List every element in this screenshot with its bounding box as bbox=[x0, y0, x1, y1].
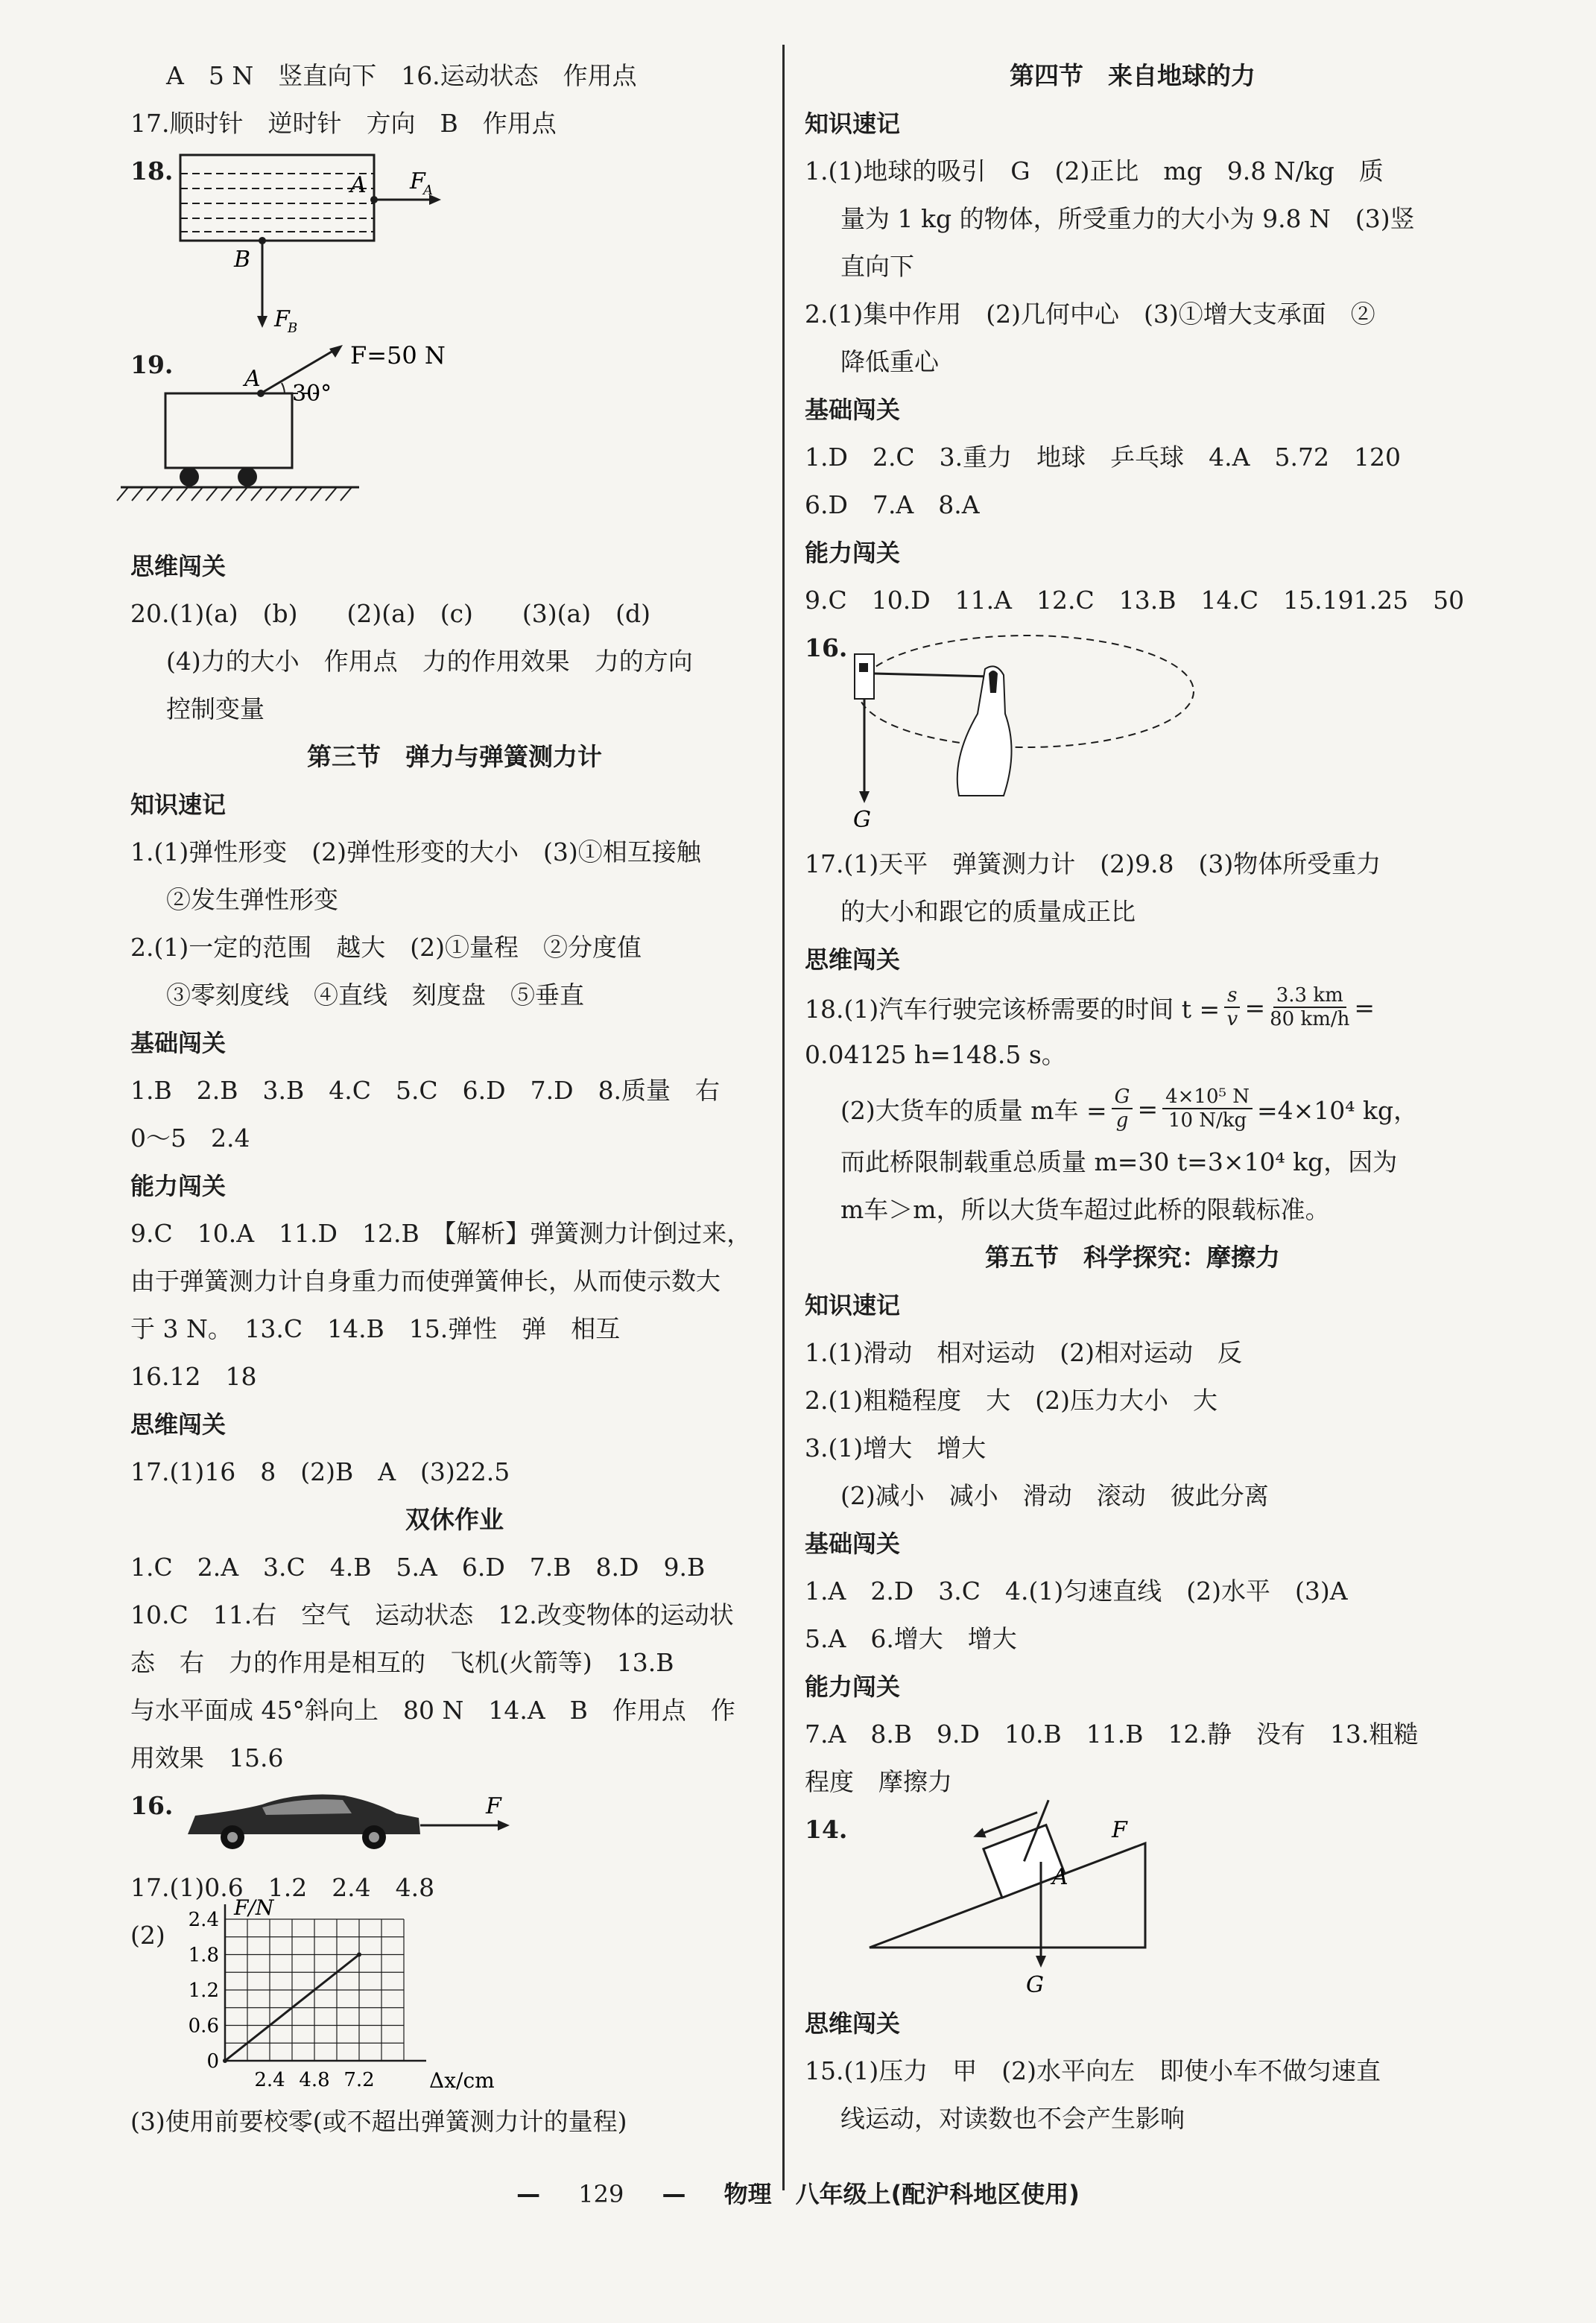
question-number: 16. bbox=[130, 1791, 174, 1820]
answer-line: 2.(1)一定的范围 越大 (2)①量程 ②分度值 bbox=[130, 933, 642, 962]
answer-line: (4)力的大小 作用点 力的作用效果 力的方向 bbox=[166, 647, 693, 676]
answer-line: 1.A 2.D 3.C 4.(1)匀速直线 (2)水平 (3)A bbox=[805, 1576, 1348, 1606]
footer-dash: — bbox=[516, 2180, 541, 2208]
section-heading: 基础闯关 bbox=[805, 396, 901, 424]
question-number: 18. bbox=[130, 156, 174, 186]
answer-line: 20.(1)(a) (b) (2)(a) (c) (3)(a) (d) bbox=[130, 599, 650, 628]
section-heading: 思维闯关 bbox=[805, 945, 901, 974]
label-b: B bbox=[234, 247, 251, 273]
q19-figure-row bbox=[130, 341, 779, 542]
section-heading: 知识速记 bbox=[130, 790, 227, 819]
answer-line: 态 右 力的作用是相互的 飞机(火箭等) 13.B bbox=[130, 1648, 674, 1677]
label-a: A bbox=[244, 366, 262, 392]
label-fb: F bbox=[274, 306, 291, 332]
label-a: A bbox=[350, 172, 367, 198]
fraction-denominator: v bbox=[1226, 1008, 1238, 1030]
answer-line: 1.B 2.B 3.B 4.C 5.C 6.D 7.D 8.质量 右 bbox=[130, 1076, 721, 1105]
y-tick-label: 0 bbox=[206, 2050, 219, 2073]
question-number: 16. bbox=[805, 633, 848, 662]
q16-figure-row bbox=[130, 1782, 779, 1864]
answer-line: 10.C 11.右 空气 运动状态 12.改变物体的运动状 bbox=[130, 1600, 734, 1629]
page-number: 129 bbox=[578, 2180, 624, 2208]
force-label: F bbox=[486, 1793, 502, 1819]
answer-line: (2)减小 减小 滑动 滚动 彼此分离 bbox=[840, 1481, 1269, 1510]
formula-text: = bbox=[1244, 992, 1266, 1022]
answer-line: 17.(1)天平 弹簧测力计 (2)9.8 (3)物体所受重力 bbox=[805, 849, 1381, 878]
fraction bbox=[1162, 1086, 1253, 1132]
page-footer bbox=[0, 2175, 1596, 2210]
fraction-numerator: s bbox=[1224, 984, 1240, 1008]
answer-line: 2.(1)粗糙程度 大 (2)压力大小 大 bbox=[805, 1386, 1217, 1415]
section-title: 第四节 来自地球的力 bbox=[1010, 61, 1255, 90]
answer-line: ②发生弹性形变 bbox=[166, 885, 338, 914]
angle-label: 30° bbox=[292, 381, 332, 407]
section-title: 第三节 弹力与弹簧测力计 bbox=[307, 742, 602, 771]
fraction-numerator: 4×10⁵ N bbox=[1162, 1086, 1253, 1109]
answer-line: 1.C 2.A 3.C 4.B 5.A 6.D 7.B 8.D 9.B bbox=[130, 1553, 706, 1582]
right-column bbox=[805, 52, 1465, 2143]
q17-chart-row bbox=[130, 1895, 779, 2098]
fraction-denominator: g bbox=[1115, 1109, 1129, 1132]
force-extension-chart bbox=[165, 1895, 553, 2098]
answer-line: A 5 N 竖直向下 16.运动状态 作用点 bbox=[166, 61, 637, 90]
answer-line: 程度 摩擦力 bbox=[805, 1767, 952, 1796]
answer-line: 线运动，对读数也不会产生影响 bbox=[840, 2104, 1185, 2133]
answer-line: 17.(1)16 8 (2)B A (3)22.5 bbox=[130, 1457, 510, 1486]
y-axis-label: F/N bbox=[233, 1895, 274, 1920]
x-tick-label: 2.4 bbox=[254, 2069, 285, 2091]
x-axis-label: Δx/cm bbox=[428, 2068, 495, 2093]
section-heading: 基础闯关 bbox=[805, 1530, 901, 1558]
answer-line: 直向下 bbox=[840, 252, 914, 281]
answer-line: 17.(1)0.6 1.2 2.4 4.8 bbox=[130, 1873, 435, 1902]
formula-text: = bbox=[1137, 1094, 1159, 1124]
fraction-numerator: 3.3 km bbox=[1273, 984, 1346, 1008]
q16-right-figure-row bbox=[805, 624, 1460, 840]
answer-line: 的大小和跟它的质量成正比 bbox=[840, 897, 1136, 926]
car-force-diagram bbox=[173, 1782, 560, 1864]
answer-line: (3)使用前要校零(或不超出弹簧测力计的量程) bbox=[130, 2107, 627, 2136]
column-divider bbox=[782, 45, 785, 2190]
y-tick-label: 0.6 bbox=[188, 2015, 219, 2038]
answer-line: 而此桥限制载重总质量 m=30 t=3×10⁴ kg，因为 bbox=[840, 1147, 1398, 1176]
subquestion-label: (2) bbox=[130, 1921, 165, 1950]
section-heading: 能力闯关 bbox=[130, 1172, 227, 1200]
y-tick-label: 2.4 bbox=[188, 1909, 219, 1931]
answer-line: 16.12 18 bbox=[130, 1362, 257, 1391]
answer-line: m车＞m，所以大货车超过此桥的限载标准。 bbox=[840, 1195, 1330, 1224]
question-number: 14. bbox=[805, 1815, 848, 1844]
force-label: F=50 N bbox=[350, 341, 446, 370]
x-tick-label: 4.8 bbox=[299, 2069, 330, 2091]
left-column bbox=[130, 52, 779, 2146]
fraction-numerator: G bbox=[1112, 1086, 1133, 1109]
answer-line: 0.04125 h=148.5 s。 bbox=[805, 1040, 1066, 1069]
formula-line bbox=[805, 1079, 1460, 1138]
circular-motion-diagram bbox=[847, 624, 1264, 840]
answer-line: 1.(1)弹性形变 (2)弹性形变的大小 (3)①相互接触 bbox=[130, 837, 701, 866]
answer-line: 7.A 8.B 9.D 10.B 11.B 12.静 没有 13.粗糙 bbox=[805, 1720, 1419, 1749]
answer-line: 9.C 10.D 11.A 12.C 13.B 14.C 15.191.25 50 bbox=[805, 586, 1465, 615]
label-f: F bbox=[1112, 1817, 1128, 1843]
q14-figure-row bbox=[805, 1806, 1460, 2000]
formula-text: (2)大货车的质量 m车 = bbox=[840, 1095, 1107, 1125]
formula-text: =4×10⁴ kg， bbox=[1256, 1095, 1419, 1125]
section-heading: 思维闯关 bbox=[130, 1410, 227, 1439]
formula-text: = bbox=[1354, 992, 1375, 1022]
answer-line: 5.A 6.增大 增大 bbox=[805, 1624, 1017, 1653]
q18-force-diagram bbox=[173, 148, 486, 341]
section-heading: 思维闯关 bbox=[130, 552, 227, 580]
fraction bbox=[1224, 984, 1240, 1030]
section-heading: 能力闯关 bbox=[805, 539, 901, 567]
question-number: 19. bbox=[130, 350, 174, 379]
answer-line: 1.(1)地球的吸引 G (2)正比 mg 9.8 N/kg 质 bbox=[805, 156, 1384, 186]
answer-line: 0～5 2.4 bbox=[130, 1124, 250, 1153]
label-fa-sub: A bbox=[423, 183, 434, 198]
data-point bbox=[357, 1953, 361, 1957]
answer-line: 3.(1)增大 增大 bbox=[805, 1433, 987, 1462]
x-tick-label: 7.2 bbox=[343, 2069, 375, 2091]
data-point bbox=[223, 2059, 227, 2063]
footer-title: 物理 八年级上(配沪科地区使用) bbox=[723, 2180, 1080, 2208]
answer-line: 9.C 10.A 11.D 12.B 【解析】弹簧测力计倒过来， bbox=[130, 1219, 752, 1248]
y-tick-label: 1.8 bbox=[188, 1944, 219, 1967]
answer-line: 2.(1)集中作用 (2)几何中心 (3)①增大支承面 ② bbox=[805, 300, 1375, 329]
footer-dash: — bbox=[662, 2180, 686, 2208]
fraction bbox=[1270, 984, 1349, 1030]
section-heading: 思维闯关 bbox=[805, 2009, 901, 2038]
answer-line: 用效果 15.6 bbox=[130, 1743, 284, 1772]
answer-line: 于 3 N。 13.C 14.B 15.弹性 弹 相互 bbox=[130, 1314, 621, 1343]
q18-figure-row bbox=[130, 148, 779, 341]
answer-line: 15.(1)压力 甲 (2)水平向左 即使小车不做匀速直 bbox=[805, 2056, 1381, 2085]
incline-force-diagram bbox=[847, 1806, 1220, 2000]
q19-force-diagram bbox=[173, 341, 590, 542]
fraction bbox=[1112, 1086, 1133, 1132]
answer-line: 控制变量 bbox=[166, 694, 265, 723]
answer-line: 6.D 7.A 8.A bbox=[805, 490, 980, 519]
label-fa: F bbox=[410, 168, 426, 194]
section-title: 双休作业 bbox=[405, 1505, 504, 1534]
section-heading: 基础闯关 bbox=[130, 1029, 227, 1057]
section-heading: 能力闯关 bbox=[805, 1673, 901, 1701]
label-g: G bbox=[1026, 1972, 1045, 1998]
section-heading: 知识速记 bbox=[805, 1291, 901, 1319]
label-a: A bbox=[1052, 1864, 1069, 1890]
label-fb-sub: B bbox=[288, 320, 298, 336]
answer-line: 由于弹簧测力计自身重力而使弹簧伸长，从而使示数大 bbox=[130, 1267, 721, 1296]
fraction-denominator: 10 N/kg bbox=[1168, 1109, 1247, 1132]
answer-line: 降低重心 bbox=[840, 347, 939, 376]
label-g: G bbox=[853, 807, 872, 833]
section-title: 第五节 科学探究：摩擦力 bbox=[985, 1243, 1280, 1272]
answer-line: 17.顺时针 逆时针 方向 B 作用点 bbox=[130, 109, 557, 138]
y-tick-label: 1.2 bbox=[188, 1980, 219, 2002]
fraction-denominator: 80 km/h bbox=[1270, 1008, 1350, 1030]
formula-line bbox=[805, 983, 1460, 1031]
answer-line: 量为 1 kg 的物体，所受重力的大小为 9.8 N (3)竖 bbox=[840, 204, 1415, 233]
answer-line: ③零刻度线 ④直线 刻度盘 ⑤垂直 bbox=[166, 980, 584, 1010]
answer-line: 与水平面成 45°斜向上 80 N 14.A B 作用点 作 bbox=[130, 1696, 735, 1725]
answer-line: 1.(1)滑动 相对运动 (2)相对运动 反 bbox=[805, 1338, 1242, 1367]
section-heading: 知识速记 bbox=[805, 110, 901, 138]
formula-text: 18.(1)汽车行驶完该桥需要的时间 t = bbox=[805, 994, 1220, 1024]
answer-line: 1.D 2.C 3.重力 地球 乒乓球 4.A 5.72 120 bbox=[805, 443, 1401, 472]
